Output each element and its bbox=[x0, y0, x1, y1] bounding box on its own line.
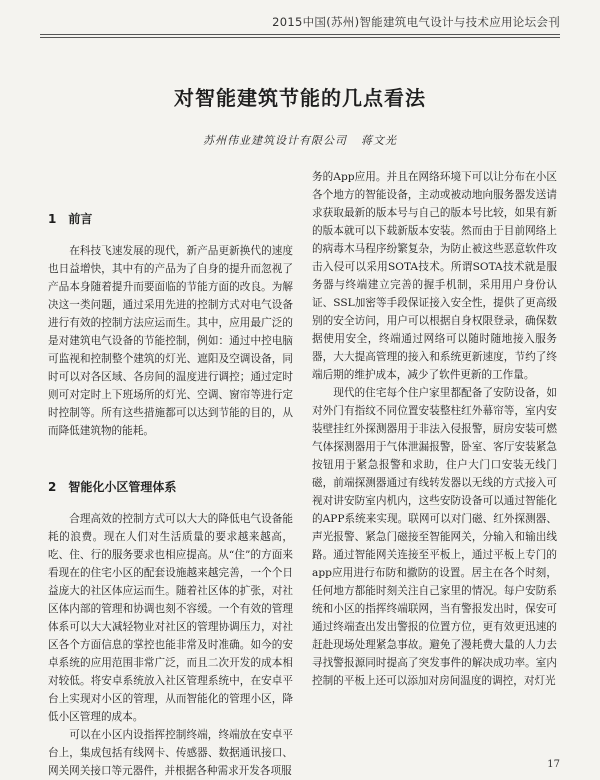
body-paragraph: 合理高效的控制方式可以大大的降低电气设备能耗的浪费。现在人们对生活质量的要求越来越高，吃、住、行的服务要求也相应提高。从“住”的方面来看现在的住宅小区的配套设施越来越完善，一个个日益庞大的社区体应运而生。随着社区体的扩张，对社区体内部的管理和协调也刻不容缓。一个有效的管理体系可以大大减轻物业对社区的管理协调压力，对社区各个方面信息的掌控也能非常及时准确。如今的安卓系统的应用范围非常广泛，而且二次开发的成本相对较低。将安卓系统放入社区管理系统中，在安卓平台上实现对小区的管理，从而智能化的管理小区，降低小区管理的成本。 bbox=[48, 513, 293, 723]
body-paragraph: 务的App应用。并且在网络环境下可以让分布在小区各个地方的智能设备，主动或被动地向服务器发送请求获取最新的版本号与自己的版本号比较，如果有新的版本就可以下载新版本安装。然而由于目前网络上的病毒木马程序纷繁复杂，为防止被这些恶意软件攻击入侵可以采用SOTA技术。所谓SOTA技术就是服务器与终端建立完善的握手机制，采用用户身份认证、SSL加密等手段保证接入安全性，提供了更高级别的安全访问，用户可以根据自身权限登录，确保数据使用安全，终端通过网络可以随时随地接入服务器，大大提高管理的接入和系统更新速度，节约了终端后期的维护成本，减少了软件更新的工作量。 bbox=[312, 171, 557, 381]
body-paragraph: 现代的住宅每个住户家里都配备了安防设备，如对外门有指纹不同位置安装整柱红外幕帘等，室内安装壁挂红外探测器用于非法入侵报警，厨房安装可燃气体探测器用于气体泄漏报警，卧室、客厅安装紧急按钮用于紧急报警和求助，住户大门口安装无线门磁，前端探测器通过有线转发器以无线的方式接入可视对讲安防室内机内，这些安防设备可以通过智能化的APP系统来实现。联网可以对门磁、红外探测器、声光报警、紧急门磁接至智能网关，分输入和输出线路。通过智能网关连接至平板上，通过平板上专门的app应用进行布防和撤防的设置。居主在各个时刻，任何地方都能时刻关注自己家里的情况。每户安防系统和小区的指挥终端联网，当有警报发出时，保安可通过终端查出发出警报的位置方位，更有效更迅速的赶赴现场处理紧急事故。避免了漫耗费大量的人力去寻找警报源同时提高了突发事件的解决成功率。室内控制的平板上还可以添加对房间温度的调控，对灯光 bbox=[312, 387, 557, 687]
paper-title: 对智能建筑节能的几点看法 bbox=[174, 86, 426, 110]
left-column bbox=[48, 168, 293, 780]
page-number: 17 bbox=[547, 759, 560, 770]
header-rule bbox=[40, 34, 560, 38]
author: 蒋文光 bbox=[361, 134, 397, 147]
section-heading: 1 前言 bbox=[48, 212, 93, 226]
section-heading: 2 智能化小区管理体系 bbox=[48, 480, 177, 494]
affiliation: 苏州伟业建筑设计有限公司 bbox=[203, 134, 347, 147]
right-column bbox=[312, 168, 557, 690]
body-paragraph: 在科技飞速发展的现代，新产品更新换代的速度也日益增快，其中有的产品为了自身的提升而忽视了产品本身随着提升而要面临的节能方面的改良。为解决这一类问题，通过采用先进的控制方式对电气设备进行有效的控制方法应运而生。其中，应用最广泛的是对建筑电气设备的节能控制，例如：通过中控电脑可监视和控制整个建筑的灯光、遮阳及空调设备，同时可以对各区域、各房间的温度进行调控；通过定时则可对定时上下班场所的灯光、空调、窗帘等进行定时控制等。所有这些措施都可以达到节能的目的，从而降低建筑物的能耗。 bbox=[48, 245, 293, 437]
byline bbox=[0, 132, 600, 148]
running-head: 2015中国(苏州)智能建筑电气设计与技术应用论坛会刊 bbox=[272, 15, 560, 29]
body-paragraph: 可以在小区内设指挥控制终端，终端放在安卓平台上，集成包括有线网卡、传感器、数据通讯接口、网关网关接口等元器件，并根据各种需求开发各项服 bbox=[48, 729, 293, 777]
